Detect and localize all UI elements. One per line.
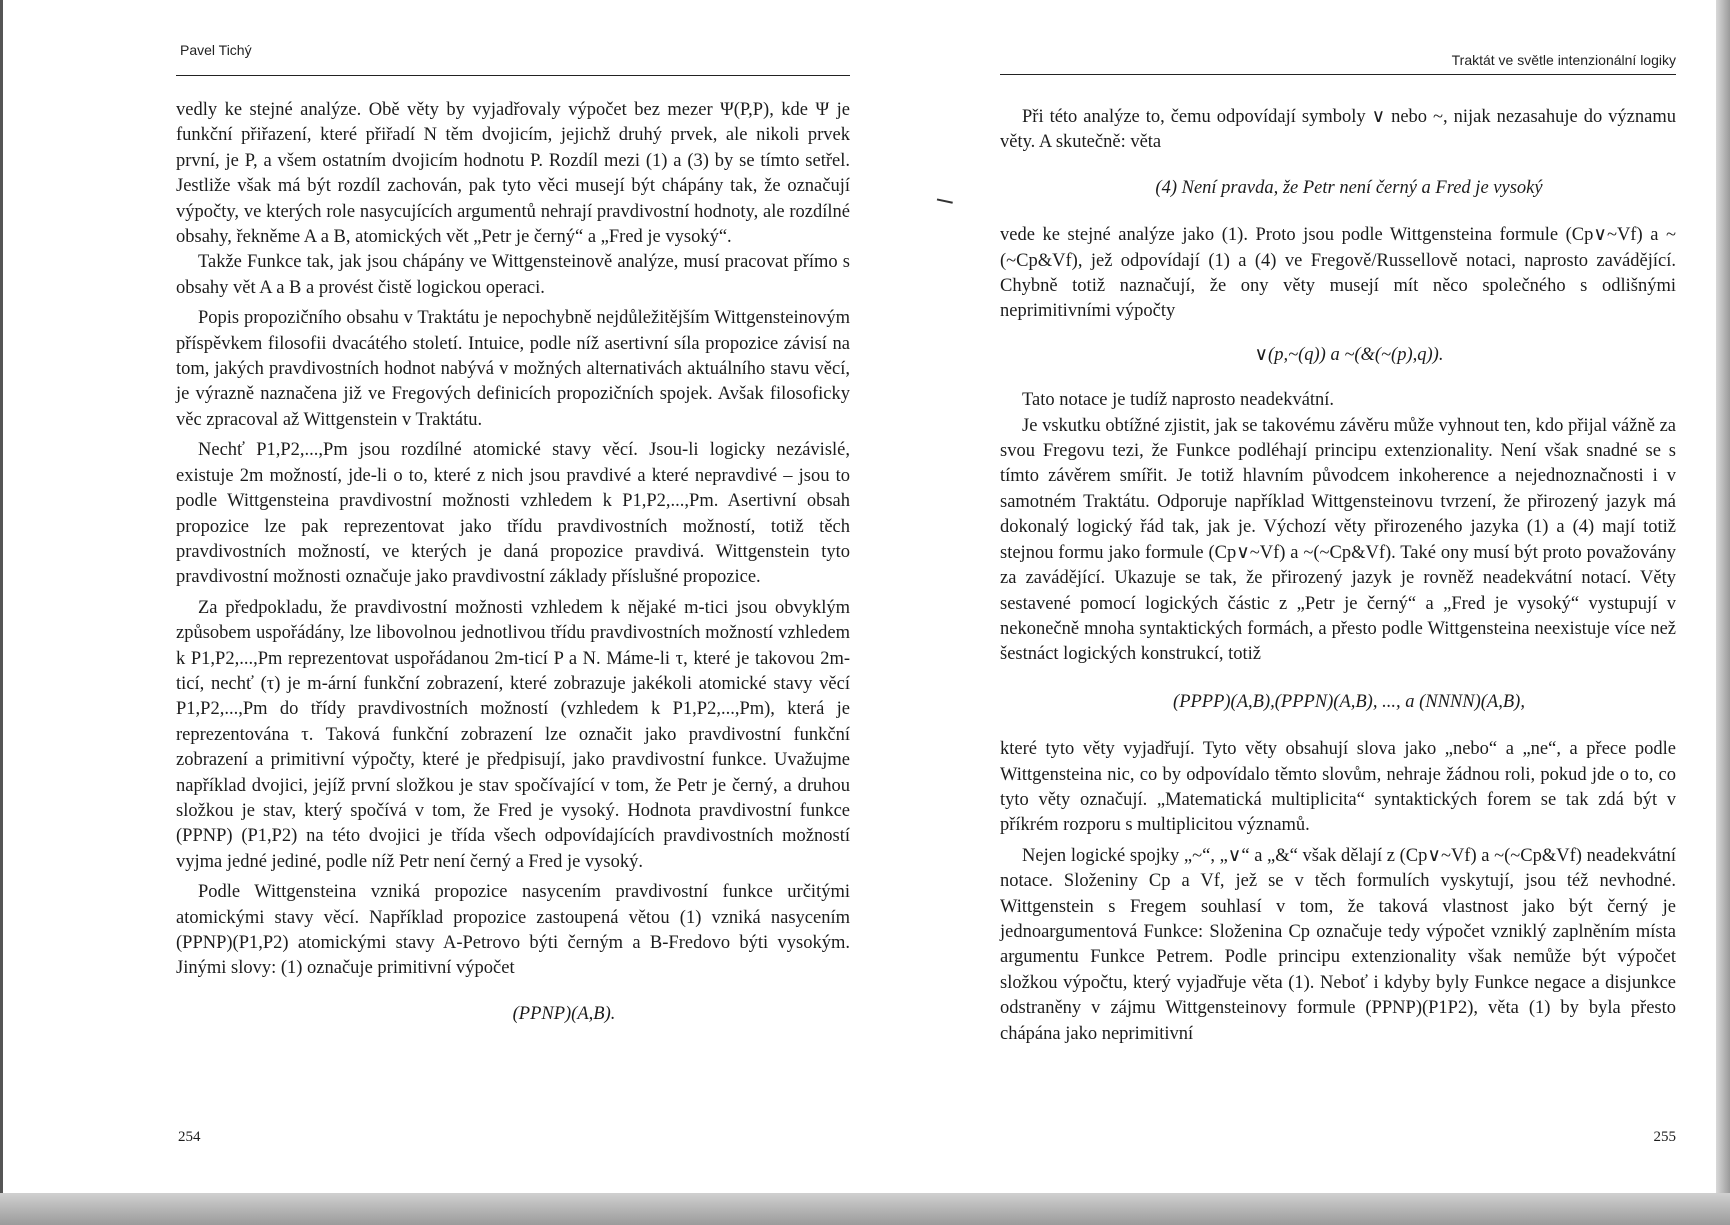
right-page (1000, 0, 1676, 1225)
paragraph: Je vskutku obtížné zjistit, jak se takovému závěru může vyhnout ten, kdo přijal vážně za svou Fregovu tezi, že Funkce podléhají principu extenzionality. Není však snadné se s tímto závěrem smířit. Je totiž hlavním původcem inkoherence a nejednoznačnosti i v samotném Traktátu. Odporuje například Wittgensteinovu tvrzení, že přirozený jazyk má dokonalý logický řád tak, jak je. Výchozí věty přirozeného jazyka (1) a (4) mají totiž stejnou formu jako formule (Cp∨~Vf) a ~(~Cp&Vf). Také ony musí být proto považovány za zavádějící. Ukazuje se tak, že přirozený jazyk je rovněž neadekvátní notací. Věty sestavené pomocí logických částic z „Petr je černý“ a „Fred je vysoký“ vystupují v nekonečně mnoha syntaktických formách, a přesto podle Wittgensteina neexistuje více než šestnáct logických konstrukcí, totiž (1000, 415, 1676, 665)
paragraph: Nechť P1,P2,...,Pm jsou rozdílné atomické stavy věcí. Jsou-li logicky nezávislé, existuje 2m možností, jde-li o to, které z nich jsou pravdivé a které nepravdivé – jsou to podle Wittgensteina pravdivostní možnosti vzhledem k P1,P2,...,Pm. Asertivní obsah propozice lze pak reprezentovat jako třídu pravdivostních možností, totiž těch pravdivostních možností, ve kterých je daná propozice pravdivá. Wittgenstein tyto pravdivostní možnosti označuje jako pravdivostní základy příslušné propozice. (176, 440, 850, 588)
header-rule (176, 75, 850, 76)
left-page (176, 0, 850, 1225)
scan-edge-right (1716, 0, 1730, 1225)
right-page-body (1000, 105, 1676, 1047)
stray-pen-mark (935, 198, 953, 211)
paragraph: které tyto věty vyjadřují. Tyto věty obsahují slova jako „nebo“ a „ne“, a přece podle Wittgensteina nic, co by odpovídalo těmto slovům, nehraje žádnou roli, pokud jde o to, co tyto věty označují. „Matematická multiplicita“ syntaktických forem se tak zdá být v příkrém rozporu s multiplicitou významů. (1000, 739, 1676, 836)
formula: (PPPP)(A,B),(PPPN)(A,B), ..., a (NNNN)(A,B), (1173, 691, 1525, 712)
scan-edge-left (0, 0, 3, 1225)
formula: (PPNP)(A,B). (512, 1003, 616, 1024)
paragraph: Podle Wittgensteina vzniká propozice nasycením pravdivostní funkce určitými atomickými stavy věcí. Například propozice zastoupená větou (1) vzniká nasycením (PPNP)(P1,P2) atomickými stavy A-Petrovo býti černým a B-Fredovo býti vysokým. Jinými slovy: (1) označuje primitivní výpočet (176, 882, 850, 979)
formula: (4) Není pravda, že Petr není černý a Fred je vysoký (1155, 177, 1543, 198)
left-page-body (176, 98, 850, 1027)
paragraph: Tato notace je tudíž naprosto neadekvátní. (1022, 390, 1335, 411)
paragraph: Popis propozičního obsahu v Traktátu je nepochybně nejdůležitějším Wittgensteinovým příspěvkem filosofii dvacátého století. Intuice, podle níž asertivní síla propozice závisí na tom, jakých pravdivostních hodnot nabývá v možných alternativách aktuálního stavu věcí, je výrazně naznačena již ve Fregových definicích propozičních spojek. Avšak filosoficky věc zpracoval až Wittgenstein v Traktátu. (176, 308, 850, 430)
formula: ∨(p,~(q)) a ~(&(~(p),q)). (1254, 344, 1444, 365)
page-number: 254 (178, 1129, 201, 1145)
running-head-title: Traktát ve světle intenzionální logiky (1451, 52, 1676, 68)
running-head-author: Pavel Tichý (180, 42, 252, 58)
page-number: 255 (1653, 1129, 1676, 1145)
paragraph: Takže Funkce tak, jak jsou chápány ve Wittgensteinově analýze, musí pracovat přímo s obsahy vět A a B a provést čistě logickou operaci. (176, 252, 850, 298)
paragraph: Nejen logické spojky „~“, „∨“ a „&“ však dělají z (Cp∨~Vf) a ~(~Cp&Vf) neadekvátní notace. Složeniny Cp a Vf, jež se v těch formulích vyskytují, jsou též nevhodné. Wittgenstein s Fregem souhlasí v tom, že taková vlastnost jako být černý je jednoargumentová Funkce: Složenina Cp označuje tedy výpočet vzniklý zaplněním místa argumentu Funkce Petrem. Podle principu extenzionality však nemůže být výpočet složkou výpočtu, který vyjadřuje věta (1). Neboť i kdyby byly Funkce negace a disjunkce odstraněny v zájmu Wittgensteinovy formule (PPNP)(P1P2), věta (1) by byla přesto chápána jako neprimitivní (1000, 845, 1676, 1044)
paragraph: Při této analýze to, čemu odpovídají symboly ∨ nebo ~, nijak nezasahuje do významu věty. A skutečně: věta (1000, 107, 1676, 153)
header-rule (1000, 74, 1676, 75)
paragraph: vedly ke stejné analýze. Obě věty by vyjadřovaly výpočet bez mezer Ψ(P,P), kde Ψ je funkční přiřazení, které přiřadí N těm dvojicím, jejichž druhý prvek, ale nikoli prvek první, je P, a všem ostatním dvojicím hodnotu P. Rozdíl mezi (1) a (3) by se tímto setřel. Jestliže však má být rozdíl zachován, pak tyto věci musejí být chápány tak, že označují výpočty, ve kterých role nasycujících argumentů nehrají pravdivostní hodnoty, ale rozdílné obsahy, řekněme A a B, atomických vět „Petr je černý“ a „Fred je vysoký“. (176, 100, 850, 248)
paragraph: Za předpokladu, že pravdivostní možnosti vzhledem k nějaké m-tici jsou obvyklým způsobem uspořádány, lze libovolnou jednotlivou třídu pravdivostních možností vzhledem k P1,P2,...,Pm reprezentovat uspořádanou 2m-ticí P a N. Máme-li τ, které je takovou 2m-ticí, nechť (τ) je m-ární funkční zobrazení, které zobrazuje jakékoli atomické stavy věcí P1,P2,...,Pm do třídy pravdivostních možností (vzhledem k P1,P2,...,Pm), která je reprezentována τ. Taková funkční zobrazení lze označit jako pravdivostní funkční zobrazení a primitivní výpočty, které je předpisují, jako pravdivostní funkce. Uvažujme například dvojici, jejíž první složkou je stav spočívající v tom, že Petr je černý, a druhou složkou je stav, který spočívá v tom, že Fred je vysoký. Hodnota pravdivostní funkce (PPNP) (P1,P2) na této dvojici je třída všech odpovídajících pravdivostních možností vyjma jedné jediné, podle níž Petr není černý a Fred je vysoký. (176, 597, 850, 872)
paragraph: vede ke stejné analýze jako (1). Proto jsou podle Wittgensteina formule (Cp∨~Vf) a ~(~Cp&Vf), jež odpovídají (1) a (4) ve Fregově/Russellově notaci, naprosto zavádějící. Chybně totiž naznačují, že ony věty musejí mít něco společného s odlišnými neprimitivními výpočty (1000, 225, 1676, 322)
